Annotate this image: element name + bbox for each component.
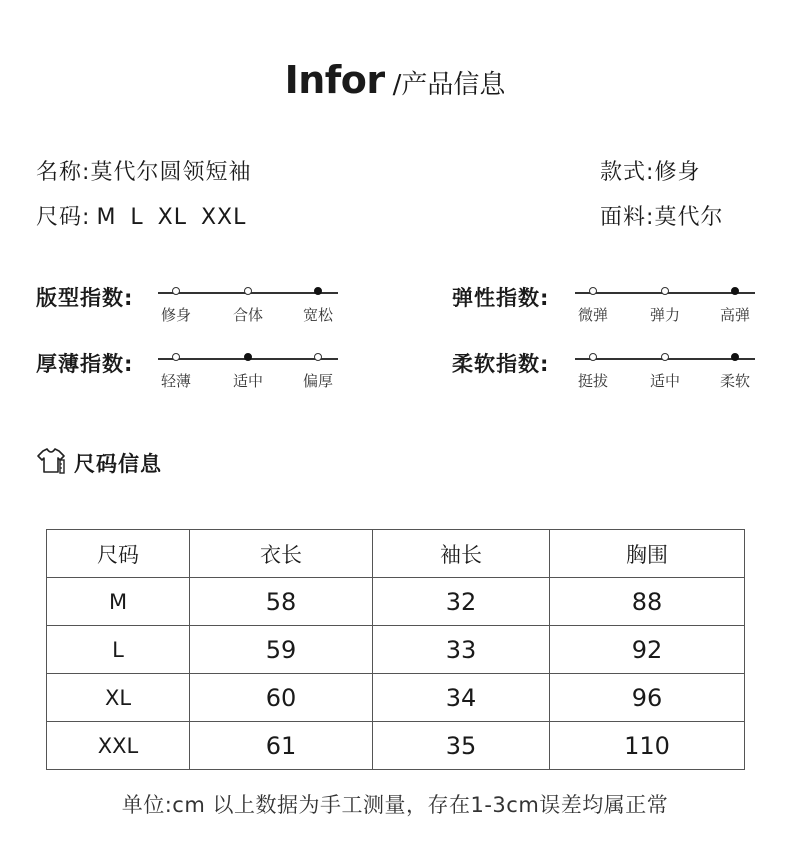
colon: : xyxy=(540,352,550,376)
softness-index-label-text: 柔软指数 xyxy=(452,352,540,376)
scale-tick-label: 挺拔 xyxy=(577,372,609,390)
table-cell: 32 xyxy=(373,578,550,626)
table-row xyxy=(47,674,745,722)
table-cell: 35 xyxy=(373,722,550,770)
colon: : xyxy=(540,286,550,310)
size-info-header xyxy=(36,445,162,481)
title-separator: / xyxy=(392,70,402,100)
table-cell: L xyxy=(47,626,190,674)
table-cell: 33 xyxy=(373,626,550,674)
scale-tick-label: 柔软 xyxy=(719,372,751,390)
size-table xyxy=(46,529,745,770)
elasticity-index-label-text: 弹性指数 xyxy=(452,286,540,310)
colon: : xyxy=(646,160,655,185)
colon: : xyxy=(82,205,91,230)
table-row xyxy=(47,626,745,674)
scale-tick-label: 修身 xyxy=(160,306,192,324)
table-cell: 58 xyxy=(190,578,373,626)
softness-index-label xyxy=(452,348,549,378)
scale-tick-label: 高弹 xyxy=(719,306,751,324)
table-header-cell: 胸围 xyxy=(550,530,745,578)
fit-index-scale xyxy=(158,284,338,334)
scale-tick-label: 弹力 xyxy=(649,306,681,324)
elasticity-index-scale xyxy=(575,284,755,334)
product-fabric-row xyxy=(600,200,723,231)
scale-tick-label: 偏厚 xyxy=(302,372,334,390)
softness-index-scale xyxy=(575,350,755,400)
page-title xyxy=(0,58,790,108)
table-cell: 92 xyxy=(550,626,745,674)
product-name-row xyxy=(36,155,251,186)
product-name-value: 莫代尔圆领短袖 xyxy=(90,160,252,185)
thickness-index-scale xyxy=(158,350,338,400)
table-cell: 60 xyxy=(190,674,373,722)
table-header-cell: 袖长 xyxy=(373,530,550,578)
scale-dot xyxy=(661,287,669,295)
table-header-cell: 衣长 xyxy=(190,530,373,578)
title-english: Infor xyxy=(284,58,385,102)
scale-tick-label: 宽松 xyxy=(302,306,334,324)
colon: : xyxy=(82,160,91,185)
tshirt-ruler-icon xyxy=(36,447,66,479)
fit-index-label-text: 版型指数 xyxy=(36,286,124,310)
scale-dot xyxy=(661,353,669,361)
scale-dot-selected xyxy=(244,353,252,361)
table-cell: 61 xyxy=(190,722,373,770)
colon: : xyxy=(646,205,655,230)
scale-dot xyxy=(314,353,322,361)
product-style-label: 款式 xyxy=(600,160,647,185)
title-chinese: 产品信息 xyxy=(401,70,506,100)
product-fabric-label: 面料 xyxy=(600,205,647,230)
thickness-index-label xyxy=(36,348,133,378)
product-style-row xyxy=(600,155,700,186)
table-header-row xyxy=(47,530,745,578)
fit-index-label xyxy=(36,282,133,312)
table-cell: 34 xyxy=(373,674,550,722)
scale-dot xyxy=(589,287,597,295)
product-fabric-value: 莫代尔 xyxy=(654,205,724,230)
scale-dot-selected xyxy=(731,287,739,295)
scale-tick-label: 合体 xyxy=(232,306,264,324)
product-size-row xyxy=(36,200,246,231)
scale-tick-label: 轻薄 xyxy=(160,372,192,390)
product-size-value: M L XL XXL xyxy=(96,205,247,230)
scale-tick-label: 适中 xyxy=(649,372,681,390)
scale-tick-label: 适中 xyxy=(232,372,264,390)
size-info-title: 尺码信息 xyxy=(74,452,162,476)
table-cell: 110 xyxy=(550,722,745,770)
table-header-cell: 尺码 xyxy=(47,530,190,578)
scale-dot xyxy=(172,287,180,295)
product-name-label: 名称 xyxy=(36,160,83,185)
table-row xyxy=(47,578,745,626)
table-row xyxy=(47,722,745,770)
scale-dot-selected xyxy=(314,287,322,295)
table-cell: XXL xyxy=(47,722,190,770)
table-cell: M xyxy=(47,578,190,626)
scale-dot xyxy=(589,353,597,361)
table-cell: 88 xyxy=(550,578,745,626)
measurement-footnote: 单位:cm 以上数据为手工测量，存在1-3cm误差均属正常 xyxy=(121,793,669,817)
table-cell: 96 xyxy=(550,674,745,722)
product-size-label: 尺码 xyxy=(36,205,83,230)
product-style-value: 修身 xyxy=(654,160,701,185)
table-cell: XL xyxy=(47,674,190,722)
table-cell: 59 xyxy=(190,626,373,674)
thickness-index-label-text: 厚薄指数 xyxy=(36,352,124,376)
scale-dot xyxy=(172,353,180,361)
elasticity-index-label xyxy=(452,282,549,312)
colon: : xyxy=(124,352,134,376)
scale-tick-label: 微弹 xyxy=(577,306,609,324)
scale-dot-selected xyxy=(731,353,739,361)
scale-dot xyxy=(244,287,252,295)
colon: : xyxy=(124,286,134,310)
